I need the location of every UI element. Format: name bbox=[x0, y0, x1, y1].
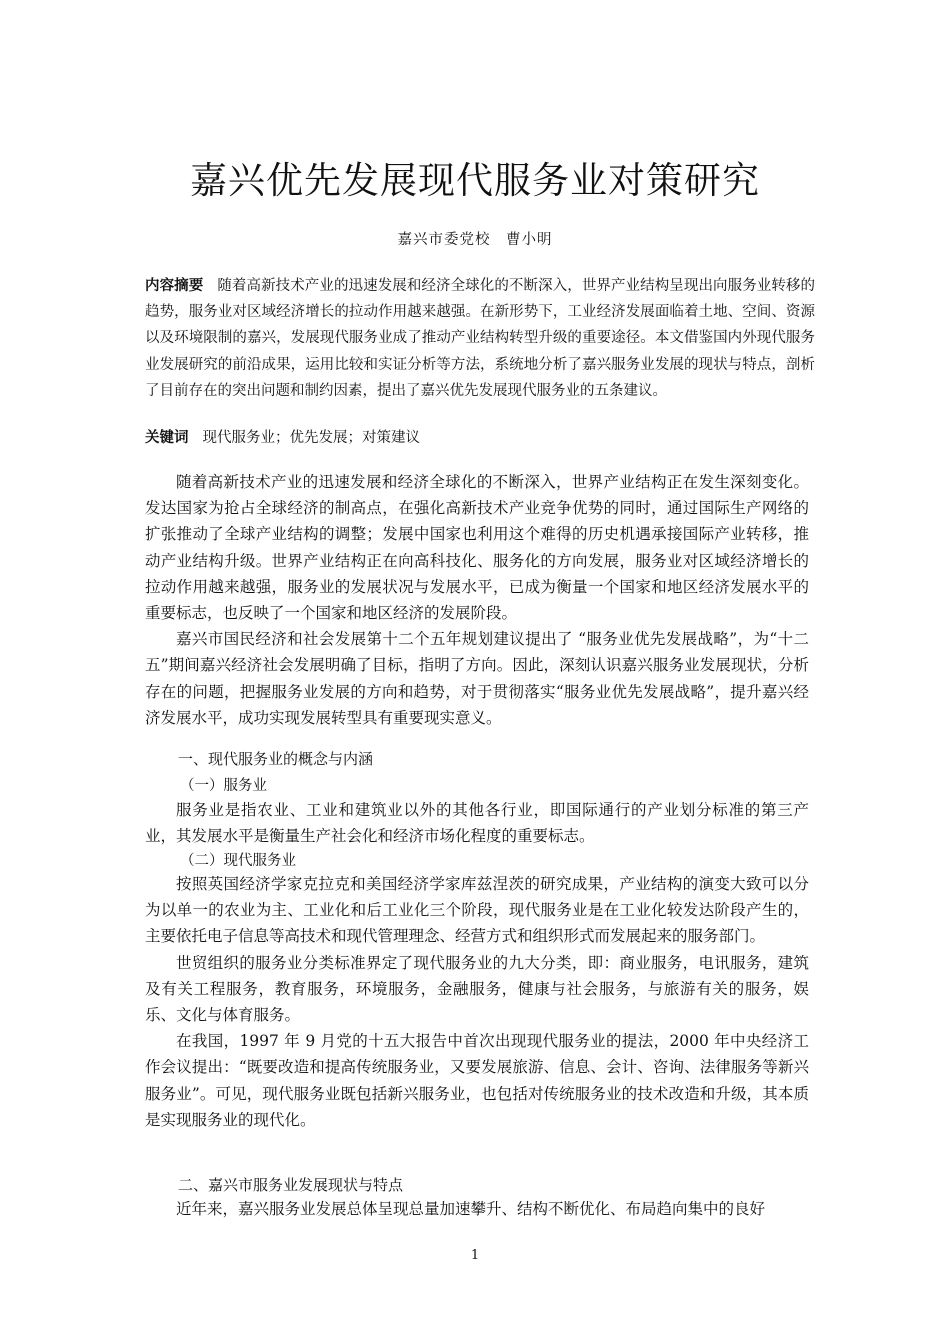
paragraph: 按照英国经济学家克拉克和美国经济学家库兹涅茨的研究成果，产业结构的演变大致可以分为以单一的农业为主、工业化和后工业化三个阶段，现代服务业是在工业化较发达阶段产生的，主要依托电子信息等高技术和现代管理理念、经营方式和组织形式而发展起来的服务部门。 bbox=[145, 875, 809, 946]
abstract-text: 随着高新技术产业的迅速发展和经济全球化的不断深入，世界产业结构呈现出向服务业转移的趋势，服务业对区域经济增长的拉动作用越来越强。在新形势下，工业经济发展面临着土地、空间、资源以及环境限制的嘉兴，发展现代服务业成了推动产业结构转型升级的重要途径。本文借鉴国内外现代服务业发展研究的前沿成果，运用比较和实证分析等方法，系统地分析了嘉兴服务业发展的现状与特点，剖析了目前存在的突出问题和制约因素，提出了嘉兴优先发展现代服务业的五条建议。 bbox=[145, 278, 816, 399]
paragraph: 服务业是指农业、工业和建筑业以外的其他各行业，即国际通行的产业划分标准的第三产业，其发展水平是衡量生产社会化和经济市场化程度的重要标志。 bbox=[145, 801, 809, 846]
subsection-heading: （一）服务业 bbox=[180, 778, 267, 794]
paragraph: 嘉兴市国民经济和社会发展第十二个五年规划建议提出了 “服务业优先发展战略”，为“十二五”期间嘉兴经济社会发展明确了目标，指明了方向。因此，深刻认识嘉兴服务业发展现状，分析存在的问题，把握服务业发展的方向和趋势，对于贯彻落实“服务业优先发展战略”，提升嘉兴经济发展水平，成功实现发展转型具有重要现实意义。 bbox=[145, 630, 809, 727]
paragraph: 在我国，1997 年 9 月党的十五大报告中首次出现现代服务业的提法，2000 年中央经济工作会议提出：“既要改造和提高传统服务业，又要发展旅游、信息、会计、咨询、法律服务等新兴服务业”。可见，现代服务业既包括新兴服务业，也包括对传统服务业的技术改造和升级，其本质是实现服务业的现代化。 bbox=[145, 1032, 809, 1129]
section-heading: 一、现代服务业的概念与内涵 bbox=[178, 750, 374, 768]
keywords bbox=[145, 425, 815, 451]
section-heading: 二、嘉兴市服务业发展现状与特点 bbox=[178, 1176, 404, 1194]
section-body bbox=[145, 1196, 809, 1222]
abstract bbox=[145, 273, 815, 404]
paragraph: 近年来，嘉兴服务业发展总体呈现总量加速攀升、结构不断优化、布局趋向集中的良好 bbox=[176, 1200, 766, 1218]
page-number: 1 bbox=[470, 1248, 480, 1263]
keywords-text: 现代服务业；优先发展；对策建议 bbox=[202, 430, 420, 446]
section-body bbox=[145, 871, 809, 1133]
subsection-heading: （二）现代服务业 bbox=[180, 853, 296, 869]
paragraph: 随着高新技术产业的迅速发展和经济全球化的不断深入，世界产业结构正在发生深刻变化。发达国家为抢占全球经济的制高点，在强化高新技术产业竞争优势的同时，通过国际生产网络的扩张推动了全球产业结构的调整；发展中国家也利用这个难得的历史机遇承接国际产业转移，推动产业结构升级。世界产业结构正在向高科技化、服务化的方向发展，服务业对区域经济增长的拉动作用越来越强，服务业的发展状况与发展水平，已成为衡量一个国家和地区经济发展水平的重要标志，也反映了一个国家和地区经济的发展阶段。 bbox=[145, 473, 809, 623]
intro-section bbox=[145, 469, 809, 731]
section-body bbox=[145, 797, 809, 849]
paragraph: 世贸组织的服务业分类标准界定了现代服务业的九大分类，即：商业服务，电讯服务，建筑及有关工程服务，教育服务，环境服务，金融服务，健康与社会服务，与旅游有关的服务，娱乐、文化与体育服务。 bbox=[145, 953, 809, 1025]
keywords-label: 关键词 bbox=[145, 430, 189, 446]
page-title: 嘉兴优先发展现代服务业对策研究 bbox=[190, 159, 760, 202]
author-line: 嘉兴市委党校 曹小明 bbox=[397, 232, 553, 248]
abstract-label: 内容摘要 bbox=[145, 278, 204, 294]
